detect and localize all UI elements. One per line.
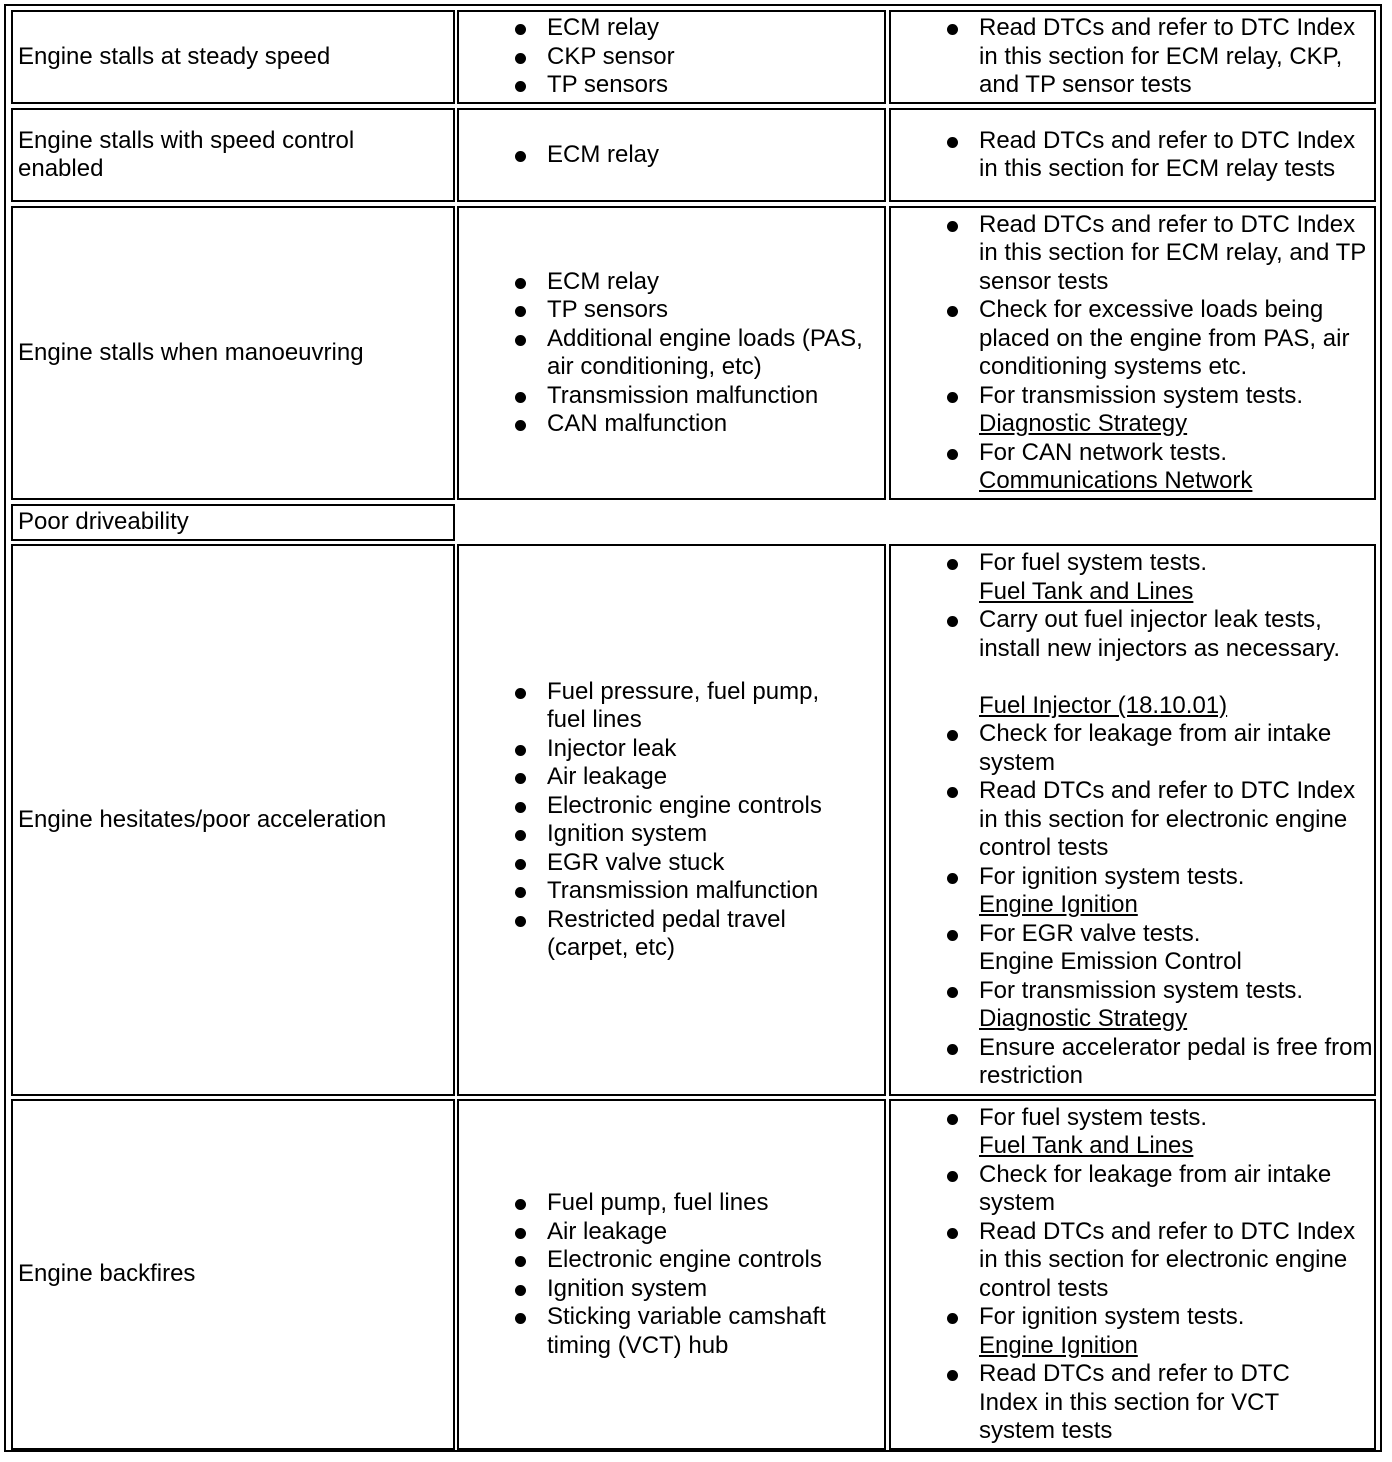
actions-list	[891, 14, 1374, 100]
cause-item: Ignition system	[459, 1275, 884, 1304]
communications-network-link[interactable]: Communications Network	[979, 467, 1253, 494]
cause-item: Transmission malfunction	[459, 382, 884, 411]
action-text: Read DTCs and refer to DTC Index in this section for electronic engine control tests	[979, 1217, 1356, 1302]
cause-item: Air leakage	[459, 763, 884, 792]
symptom-cell	[11, 544, 455, 1096]
cause-item: ECM relay	[459, 141, 884, 170]
action-cell	[889, 544, 1376, 1096]
action-cell	[889, 1099, 1376, 1450]
action-item	[891, 1303, 1374, 1360]
cause-item: Air leakage	[459, 1218, 884, 1247]
action-text: For ignition system tests.	[979, 1303, 1245, 1330]
cause-item: TP sensors	[459, 71, 884, 100]
fuel-tank-and-lines-link[interactable]: Fuel Tank and Lines	[979, 577, 1194, 605]
causes-list	[459, 678, 884, 963]
symptom-cell	[11, 1099, 455, 1450]
action-item	[891, 127, 1374, 184]
causes-cell	[457, 1099, 886, 1450]
fuel-injector-link[interactable]: Fuel Injector (18.10.01)	[979, 691, 1228, 719]
action-item	[891, 1034, 1374, 1091]
cause-item: Fuel pressure, fuel pump, fuel lines	[459, 678, 884, 735]
causes-cell	[457, 544, 886, 1096]
action-item	[891, 863, 1374, 920]
cause-item: Electronic engine controls	[459, 792, 884, 821]
actions-list	[891, 549, 1374, 1091]
action-item	[891, 382, 1374, 439]
symptom-text: Engine stalls when manoeuvring	[18, 338, 364, 366]
engine-ignition-link[interactable]: Engine Ignition	[979, 891, 1138, 919]
cause-item: Fuel pump, fuel lines	[459, 1189, 884, 1218]
action-item	[891, 1360, 1374, 1446]
action-item	[891, 606, 1374, 720]
action-item	[891, 296, 1374, 382]
action-text: Check for excessive loads being placed on the engine from PAS, air conditioning systems etc.	[979, 296, 1350, 380]
cause-item: ECM relay	[459, 14, 884, 43]
causes-list	[459, 141, 884, 170]
action-item	[891, 549, 1374, 606]
symptom-cell	[11, 108, 455, 202]
causes-list	[459, 1189, 884, 1360]
action-cell	[889, 206, 1376, 500]
symptom-cell	[11, 10, 455, 104]
action-text: For transmission system tests.	[979, 381, 1304, 409]
fuel-tank-and-lines-link[interactable]: Fuel Tank and Lines	[979, 1132, 1194, 1159]
action-item	[891, 1104, 1374, 1161]
action-text: For ignition system tests.	[979, 862, 1245, 890]
causes-cell	[457, 108, 886, 202]
actions-list	[891, 1104, 1374, 1446]
cause-item: EGR valve stuck	[459, 849, 884, 878]
action-text: Check for leakage from air intake system	[979, 1160, 1332, 1216]
symptom-text: Engine stalls at steady speed	[18, 42, 331, 70]
cause-item: Electronic engine controls	[459, 1246, 884, 1275]
causes-cell	[457, 206, 886, 500]
causes-cell	[457, 10, 886, 104]
causes-list	[459, 268, 884, 439]
diagnostic-strategy-link[interactable]: Diagnostic Strategy	[979, 1005, 1188, 1033]
cause-item: Transmission malfunction	[459, 877, 884, 906]
cause-item: ECM relay	[459, 268, 884, 297]
cause-item: Injector leak	[459, 735, 884, 764]
action-text: Read DTCs and refer to DTC Index in this section for ECM relay, CKP, and TP sensor tests	[979, 14, 1356, 99]
symptom-cell	[11, 206, 455, 500]
action-cell	[889, 10, 1376, 104]
action-text: Check for leakage from air intake system	[979, 720, 1332, 776]
section-heading: Poor driveability	[18, 508, 189, 536]
symptom-text: Engine hesitates/poor acceleration	[18, 805, 387, 833]
cause-item: Ignition system	[459, 820, 884, 849]
action-text: For CAN network tests.	[979, 438, 1228, 466]
actions-list	[891, 211, 1374, 496]
action-text: Carry out fuel injector leak tests, install new injectors as necessary.	[979, 606, 1341, 662]
action-text: For EGR valve tests.	[979, 919, 1201, 947]
action-text: Read DTCs and refer to DTC Index in this section for ECM relay, and TP sensor tests	[979, 210, 1366, 295]
causes-list	[459, 14, 884, 100]
action-item	[891, 777, 1374, 863]
action-item	[891, 211, 1374, 297]
action-item	[891, 439, 1374, 496]
action-item	[891, 1161, 1374, 1218]
action-text: For transmission system tests.	[979, 976, 1304, 1004]
action-text: Read DTCs and refer to DTC Index in this section for electronic engine control tests	[979, 777, 1356, 862]
action-item	[891, 1218, 1374, 1304]
engine-emission-control-text: Engine Emission Control	[979, 948, 1242, 976]
cause-item: Sticking variable camshaft timing (VCT) hub	[459, 1303, 884, 1360]
action-item	[891, 720, 1374, 777]
action-text: Read DTCs and refer to DTC Index in this section for ECM relay tests	[979, 126, 1356, 182]
cause-item: TP sensors	[459, 296, 884, 325]
action-text: Read DTCs and refer to DTC Index in this section for VCT system tests	[979, 1360, 1290, 1444]
diagnostic-strategy-link[interactable]: Diagnostic Strategy	[979, 410, 1188, 437]
cause-item: CAN malfunction	[459, 410, 884, 439]
action-item	[891, 977, 1374, 1034]
action-cell	[889, 108, 1376, 202]
cause-item: Additional engine loads (PAS, air conditioning, etc)	[459, 325, 884, 382]
cause-item: CKP sensor	[459, 43, 884, 72]
symptom-text: Engine stalls with speed control enabled	[18, 126, 355, 182]
action-item	[891, 920, 1374, 977]
action-text: Ensure accelerator pedal is free from restriction	[979, 1033, 1373, 1090]
actions-list	[891, 127, 1374, 184]
section-heading-cell	[11, 504, 455, 541]
engine-ignition-link[interactable]: Engine Ignition	[979, 1331, 1138, 1359]
action-text: For fuel system tests.	[979, 549, 1208, 577]
action-text: For fuel system tests.	[979, 1103, 1208, 1131]
action-item	[891, 14, 1374, 100]
cause-item: Restricted pedal travel (carpet, etc)	[459, 906, 884, 963]
symptom-text: Engine backfires	[18, 1260, 196, 1288]
